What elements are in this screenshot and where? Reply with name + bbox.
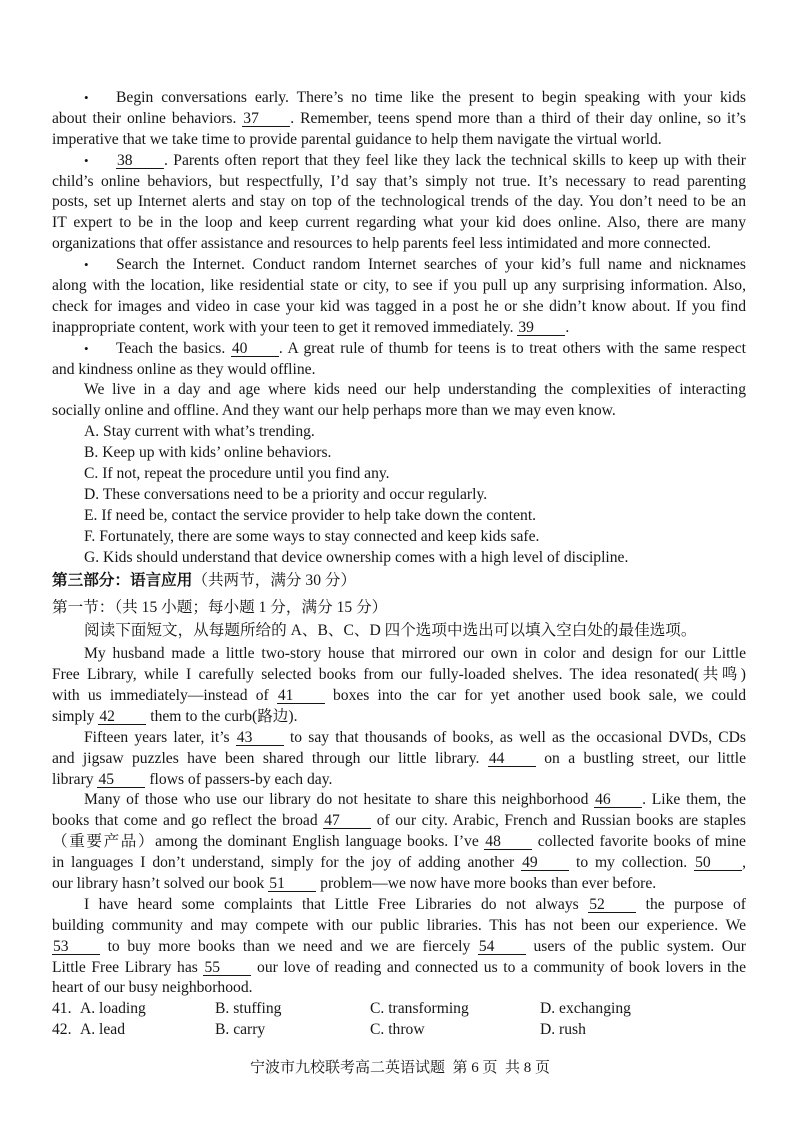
text-run: ,: [742, 854, 746, 872]
text-run: （重要产品）among the dominant English language books. I’ve: [52, 833, 485, 851]
text-run: with us immediately—instead of: [52, 686, 277, 704]
question-list: [52, 999, 746, 1041]
text-run: Teach the basics.: [116, 339, 231, 357]
blank-51: 51: [268, 876, 316, 892]
text-run: and kindness online as they would offline.: [52, 360, 316, 378]
paragraph: [52, 895, 746, 999]
choice-item: D. exchanging: [540, 1000, 631, 1018]
text-run: of our city. Arabic, French and Russian books are staples: [371, 812, 746, 830]
text-line: [52, 937, 746, 958]
text-run: Many of those who use our library do not hesitate to share this neighborhood: [84, 791, 595, 809]
text-run: . Like them, the: [642, 791, 746, 809]
text-line: [52, 958, 746, 979]
choice-item: C. transforming: [370, 1000, 469, 1018]
text-run: . A great rule of thumb for teens is to treat others with the same respect: [278, 339, 746, 357]
blank-47: 47: [323, 813, 371, 829]
choice-item: A. loading: [80, 1000, 146, 1018]
text-run: in languages I don’t understand, simply for the joy of adding another: [52, 854, 522, 872]
question-row: [52, 999, 746, 1020]
text-run: boxes into the car for yet another used book sale, we could: [324, 686, 746, 704]
paragraph: [52, 339, 746, 381]
blank-52: 52: [588, 897, 636, 913]
blank-41: 41: [277, 688, 325, 704]
text-line: [52, 811, 746, 832]
text-line: [52, 172, 746, 193]
text-line: [52, 644, 746, 665]
text-run: . Remember, teens spend more than a third of their day online, so it’s: [290, 109, 746, 127]
text-line: [52, 151, 746, 172]
text-line: [52, 297, 746, 318]
paragraph: [52, 728, 746, 791]
option-item: A. Stay current with what’s trending.: [84, 423, 315, 441]
text-run: organizations that offer assistance and resources to help parents feel less intimidated and more connected.: [52, 235, 711, 253]
blank-53: 53: [52, 939, 100, 955]
blank-42: 42: [98, 709, 146, 725]
blank-49: 49: [521, 855, 569, 871]
text-line: [52, 665, 746, 686]
text-line: [52, 192, 746, 213]
text-line: [52, 360, 746, 381]
subsection-heading: 第一节：（共 15 小题；每小题 1 分，满分 15 分）: [52, 599, 388, 617]
blank-43: 43: [236, 730, 284, 746]
text-line: [52, 832, 746, 853]
text-run: IT expert to be in the loop and keep current regarding what your kid does online. Also, there are many: [52, 214, 746, 232]
text-line: [52, 895, 746, 916]
page-content: [52, 88, 746, 1041]
text-run: building community and may compete with our public libraries. This has not been our experience. We: [52, 916, 746, 934]
text-run: to say that thousands of books, as well as the occasional DVDs, CDs: [283, 728, 746, 746]
bullet-dot: •: [84, 152, 89, 168]
choice-item: B. stuffing: [215, 1000, 282, 1018]
reading-passage: [52, 88, 746, 422]
option-item: G. Kids should understand that device ownership comes with a high level of discipline.: [84, 548, 629, 566]
section-instruction: 阅读下面短文，从每题所给的 A、B、C、D 四个选项中选出可以填入空白处的最佳选项。: [84, 622, 697, 640]
choice-item: C. throw: [370, 1021, 425, 1039]
option-item: C. If not, repeat the procedure until you find any.: [84, 465, 390, 483]
text-run: Begin conversations early. There’s no time like the present to begin speaking with your kids: [116, 89, 746, 106]
text-run: child’s online behaviors, but respectfully, I’d say that’s simply not true. It’s necessary to read parenting: [52, 172, 746, 190]
text-run: I have heard some complaints that Little Free Libraries do not always: [84, 895, 589, 913]
paragraph: [52, 88, 746, 151]
text-run: Search the Internet. Conduct random Internet searches of your kid’s full name and nicknames: [116, 256, 746, 274]
text-line: [52, 790, 746, 811]
text-run: .: [565, 318, 570, 336]
text-line: [52, 916, 746, 937]
blank-38: 38: [116, 153, 164, 169]
text-run: My husband made a little two-story house that mirrored our own in color and design for our Little: [84, 645, 746, 663]
blank-45: 45: [97, 772, 145, 788]
text-run: imperative that we take time to provide parental guidance to help them navigate the virtual world.: [52, 130, 662, 148]
cloze-passage: [52, 644, 746, 999]
blank-40: 40: [231, 341, 279, 357]
option-item: E. If need be, contact the service provider to help take down the content.: [84, 506, 537, 524]
blank-37: 37: [242, 111, 290, 127]
section-heading: [52, 571, 746, 592]
text-run: and jigsaw puzzles have been shared through our little library.: [52, 749, 488, 767]
text-run: Fifteen years later, it’s: [84, 728, 236, 746]
bullet-dot: •: [84, 90, 89, 105]
paragraph: [52, 151, 746, 255]
blank-54: 54: [478, 939, 526, 955]
question-row: [52, 1020, 746, 1041]
text-run: Free Library, while I carefully selected books from our fully-loaded shelves. The idea resonated(共鸣): [52, 666, 746, 684]
answer-options: [52, 422, 746, 568]
blank-44: 44: [488, 751, 536, 767]
text-line: [52, 978, 746, 999]
bullet-dot: •: [84, 257, 89, 273]
text-line: [52, 853, 746, 874]
text-line: [52, 109, 746, 130]
section-title-note: （共两节，满分 30 分）: [192, 572, 357, 590]
choice-item: D. rush: [540, 1021, 586, 1039]
text-line: [52, 401, 746, 422]
blank-48: 48: [484, 834, 532, 850]
text-line: [52, 234, 746, 255]
text-line: [52, 380, 746, 401]
text-run: check for images and video in case your kid was tagged in a post he or she didn’t know about. If you find: [52, 297, 746, 315]
bullet-dot: •: [84, 340, 89, 356]
text-run: . Parents often report that they feel like they lack the technical skills to keep up with their: [164, 151, 746, 169]
text-run: books that come and go reflect the broad: [52, 812, 324, 830]
blank-46: 46: [594, 792, 642, 808]
text-line: [52, 728, 746, 749]
paragraph: [52, 380, 746, 422]
text-run: posts, set up Internet alerts and stay on top of the technological trends of the day. You don’t need to be an: [52, 193, 746, 211]
text-run: them to the curb(路边).: [146, 707, 298, 725]
text-run: inappropriate content, work with your teen to get it removed immediately.: [52, 318, 518, 336]
option-item: F. Fortunately, there are some ways to stay connected and keep kids safe.: [84, 527, 540, 545]
text-run: socially online and offline. And they want our help perhaps more than we may even know.: [52, 402, 616, 420]
text-run: about their online behaviors.: [52, 109, 243, 127]
choice-item: A. lead: [80, 1021, 126, 1039]
text-run: our love of reading and connected us to a community of book lovers in the: [251, 958, 747, 976]
question-number: 42.: [52, 1021, 72, 1039]
text-line: [52, 770, 746, 791]
text-line: [52, 749, 746, 770]
text-line: [52, 686, 746, 707]
text-run: heart of our busy neighborhood.: [52, 979, 253, 997]
option-item: B. Keep up with kids’ online behaviors.: [84, 444, 332, 462]
text-run: library: [52, 770, 98, 788]
paragraph: [52, 644, 746, 728]
paragraph: [52, 255, 746, 339]
text-run: Little Free Library has: [52, 958, 204, 976]
section-title: 第三部分：语言应用: [52, 572, 193, 590]
text-run: users of the public system. Our: [525, 937, 746, 955]
text-line: [52, 339, 746, 360]
text-run: simply: [52, 707, 99, 725]
blank-50: 50: [694, 855, 742, 871]
text-run: We live in a day and age where kids need our help understanding the complexities of interacting: [84, 381, 746, 399]
text-run: our library hasn’t solved our book: [52, 874, 269, 892]
text-line: [52, 707, 746, 728]
blank-39: 39: [517, 320, 565, 336]
text-run: to my collection.: [569, 854, 695, 872]
page-footer: 宁波市九校联考高二英语试题 第 6 页 共 8 页: [249, 1060, 550, 1076]
text-line: [52, 130, 746, 151]
text-line: [52, 255, 746, 276]
text-run: to buy more books than we need and we are fiercely: [100, 937, 478, 955]
text-run: problem—we now have more books than ever before.: [316, 874, 657, 892]
text-line: [52, 88, 746, 109]
text-run: along with the location, like residential state or city, to see if you pull up any surprising information. Also,: [52, 277, 746, 295]
text-run: flows of passers-by each day.: [145, 770, 333, 788]
text-line: [52, 213, 746, 234]
text-run: the purpose of: [636, 895, 746, 913]
paragraph: [52, 790, 746, 894]
text-line: [52, 276, 746, 297]
text-line: [52, 318, 746, 339]
blank-55: 55: [203, 960, 251, 976]
text-run: on a bustling street, our little: [535, 749, 746, 767]
question-number: 41.: [52, 1000, 72, 1018]
option-item: D. These conversations need to be a priority and occur regularly.: [84, 485, 488, 503]
text-line: [52, 874, 746, 895]
text-run: collected favorite books of mine: [532, 833, 746, 851]
choice-item: B. carry: [215, 1021, 266, 1039]
